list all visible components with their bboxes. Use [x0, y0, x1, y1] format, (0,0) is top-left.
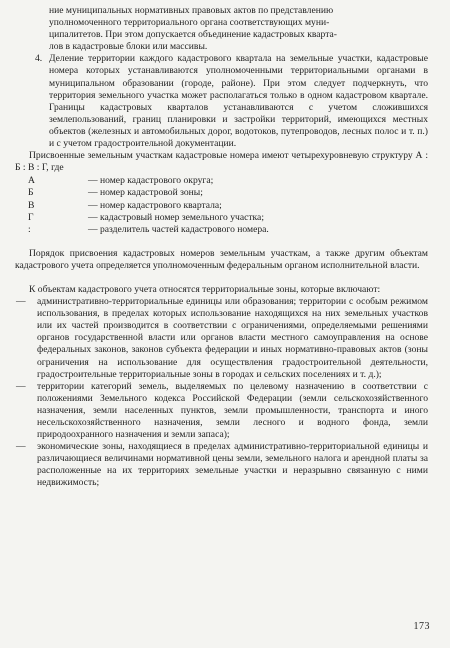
text-line: уполномоченного территориального органа соответствующих муни-	[49, 17, 330, 29]
assignment-paragraph: Порядок присвоения кадастровых номеров земельным участкам, а также другим объектам кадастрового учета определяется уполномоченным федеральным органом исполнительной власти.	[15, 247, 428, 271]
definition-text: — разделитель частей кадастрового номера.	[88, 223, 269, 235]
dash-item-text: экономические зоны, находящиеся в пределах административно-территориальной единицы и различающиеся величинами нормативной цены земли, земельного налога и арендной платы за расположенные на их территориях земельные участки и неразрывно связанную с ними недвижимость;	[37, 441, 428, 489]
definition-text: — кадастровый номер земельного участка;	[88, 211, 264, 223]
numbered-item-4	[15, 53, 428, 150]
definition-row	[15, 212, 428, 224]
paragraph-gap	[15, 236, 428, 248]
definition-row	[15, 224, 428, 236]
definition-symbol: А	[28, 175, 35, 187]
dash-item-text: административно-территориальные единицы или образования; территории с особым режимом использования, в пределах которых использование находящихся на них земельных участков или их частей производится в соответствии с ограничениями, определяемыми решениями органов государственной власти или органов власти местного самоуправления на основе федеральных законов, законов субъекта федерации и иных нормативно-правовых актов (зоны ограничения на использование для осуществления градостроительной деятельности, градостроительные территориальные зоны в городах и сельских поселениях и т. д.);	[37, 296, 428, 380]
paragraph-gap	[15, 272, 428, 284]
definition-symbol: :	[28, 223, 31, 235]
objects-intro-paragraph: К объектам кадастрового учета относятся территориальные зоны, которые включают:	[29, 283, 381, 295]
item-number: 4.	[35, 53, 43, 65]
structure-paragraph: Присвоенные земельным участкам кадастровые номера имеют четырехуровневую структуру А : Б : В : Г, где	[15, 150, 428, 174]
dash-mark: —	[16, 296, 26, 308]
definition-row	[15, 175, 428, 187]
item-text: Деление территории каждого кадастрового квартала на земельные участки, кадастровые номера которых устанавливаются уполномоченными территориальными органами в муниципальном образовании (городе, районе). При этом следует подчеркнуть, что территория земельного участка может располагаться только в одном кадастровом квартале. Границы кадастровых кварталов устанавливаются с учетом сложившихся землепользований, границ планировки и застройки территорий, имеющихся местных объектов (железных и автомобильных дорог, водотоков, путепроводов, лесных полос и т. п.) и с учетом градостроительной документации.	[49, 53, 428, 150]
page-number: 173	[413, 621, 430, 632]
definition-list	[15, 175, 428, 235]
dash-item	[15, 441, 428, 489]
dash-item	[15, 296, 428, 381]
definition-symbol: Б	[28, 187, 34, 199]
dash-mark: —	[16, 380, 26, 392]
definition-symbol: В	[28, 199, 35, 211]
continuation-block	[15, 5, 428, 53]
definition-row	[15, 200, 428, 212]
definition-row	[15, 187, 428, 199]
text-line: лов в кадастровые блоки или массивы.	[49, 41, 208, 53]
definition-text: — номер кадастрового округа;	[88, 175, 214, 187]
definition-text: — номер кадастровой зоны;	[88, 187, 203, 199]
text-line: ципалитетов. При этом допускается объединение кадастровых кварта-	[49, 29, 337, 41]
dash-item-text: территории категорий земель, выделяемых по целевому назначению в соответствии с положениями Земельного кодекса Российской Федерации (земли сельскохозяйственного назначения, земли населенных пунктов, земли промышленности, транспорта и иного несельскохозяйственного назначения, земли лесного и водного фонда, земли природоохранного назначения и земли запаса);	[37, 380, 428, 441]
definition-text: — номер кадастрового квартала;	[88, 199, 222, 211]
dash-mark: —	[16, 441, 26, 453]
definition-symbol: Г	[28, 211, 34, 223]
dash-item	[15, 381, 428, 441]
text-line: ние муниципальных нормативных правовых актов по представлению	[49, 5, 334, 16]
